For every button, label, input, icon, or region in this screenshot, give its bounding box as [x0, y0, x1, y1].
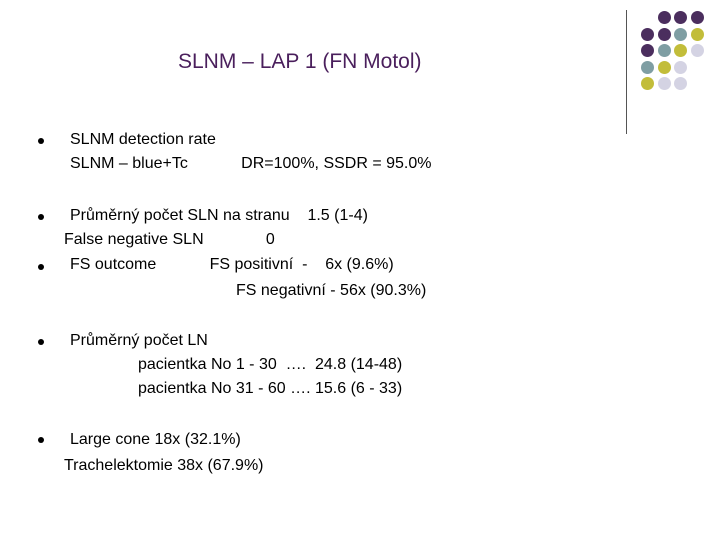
bullet-icon	[38, 264, 44, 270]
item-1-line-2: SLNM – blue+Tc DR=100%, SSDR = 95.0%	[70, 155, 432, 172]
decorative-dot	[658, 61, 671, 74]
item-5-line-1: Large cone 18x (32.1%)	[70, 431, 241, 448]
item-4-line-2: pacientka No 1 - 30 …. 24.8 (14-48)	[138, 356, 403, 373]
item-4-line-3: pacientka No 31 - 60 …. 15.6 (6 - 33)	[138, 380, 403, 397]
decorative-dot	[674, 28, 687, 41]
bullet-icon	[38, 138, 44, 144]
bullet-icon	[38, 214, 44, 220]
item-2-line-2: False negative SLN 0	[64, 231, 275, 248]
decorative-dot	[641, 44, 654, 57]
decorative-dot	[674, 11, 687, 24]
item-5-line-2: Trachelektomie 38x (67.9%)	[64, 457, 264, 474]
decorative-dot	[658, 11, 671, 24]
decorative-dot	[641, 28, 654, 41]
decorative-dot	[691, 44, 704, 57]
item-2-line-1: Průměrný počet SLN na stranu 1.5 (1-4)	[70, 207, 368, 224]
decorative-dot	[641, 61, 654, 74]
decorative-dot	[674, 44, 687, 57]
slide-title: SLNM – LAP 1 (FN Motol)	[178, 50, 422, 73]
decorative-dot	[658, 28, 671, 41]
decorative-dot	[674, 61, 687, 74]
item-1-line-1: SLNM detection rate	[70, 131, 216, 148]
bullet-icon	[38, 339, 44, 345]
item-3-line-1: FS outcome FS positivní - 6x (9.6%)	[70, 256, 394, 273]
item-4-line-1: Průměrný počet LN	[70, 332, 208, 349]
decorative-dot	[691, 11, 704, 24]
item-3-line-2: FS negativní - 56x (90.3%)	[236, 282, 427, 299]
decorative-dot	[641, 77, 654, 90]
decorative-dot	[658, 44, 671, 57]
bullet-icon	[38, 437, 44, 443]
decorative-dot	[691, 28, 704, 41]
decorative-dot	[674, 77, 687, 90]
decorative-dot	[658, 77, 671, 90]
